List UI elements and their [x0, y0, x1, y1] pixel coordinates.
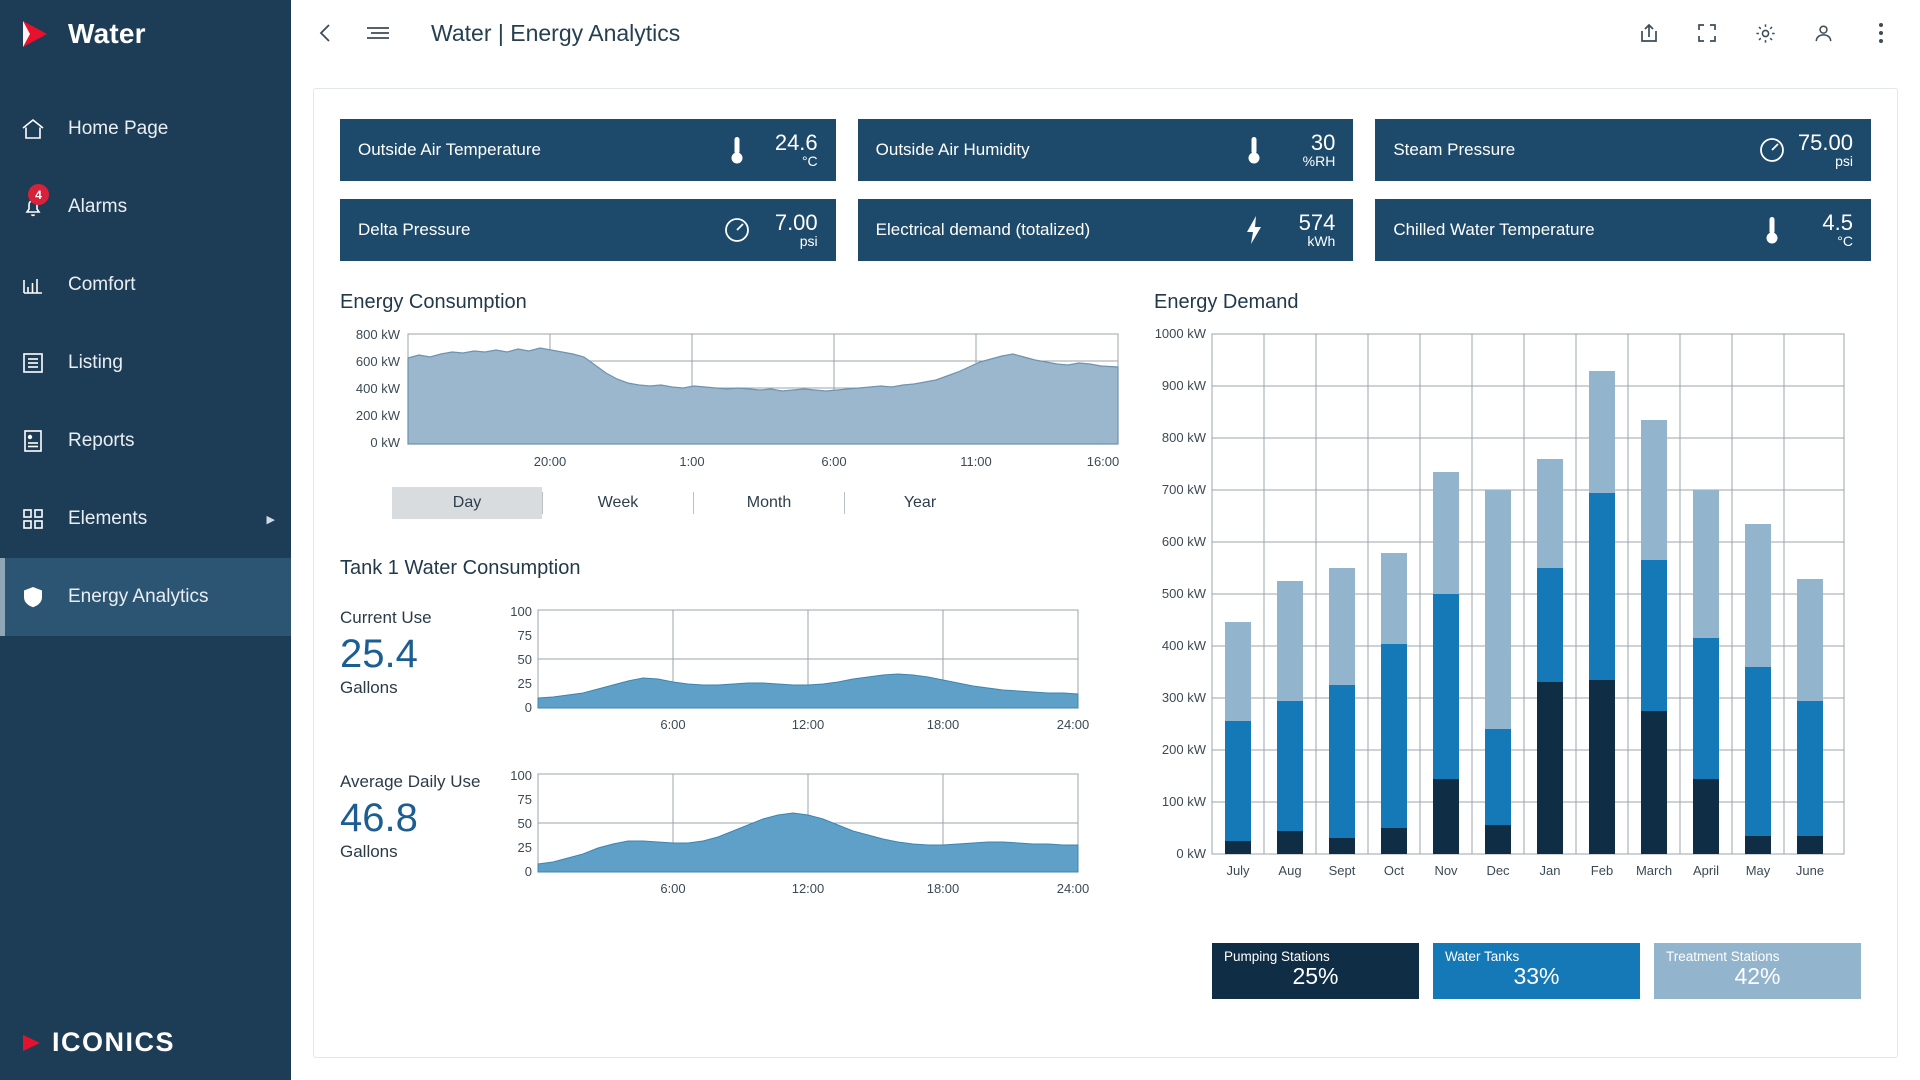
kpi-unit: psi	[1835, 153, 1853, 170]
x-tick-label: Feb	[1590, 863, 1614, 878]
share-icon[interactable]	[1632, 16, 1666, 50]
sidebar-nav	[0, 90, 291, 636]
sidebar-item-label: Comfort	[68, 274, 136, 295]
kpi-unit: psi	[799, 233, 818, 250]
metric-unit: Gallons	[340, 842, 398, 861]
kpi-value: 75.00	[1797, 130, 1853, 156]
svg-text:18:00: 18:00	[926, 717, 960, 732]
tank-average-use-meta	[340, 766, 484, 862]
bar-group-dec	[1485, 490, 1511, 854]
grid-icon	[18, 504, 48, 534]
svg-text:700 kW: 700 kW	[1161, 482, 1206, 497]
tank-average-use-row	[340, 766, 1130, 906]
chevron-right-icon: ▶	[266, 513, 275, 526]
svg-text:6:00: 6:00	[660, 717, 686, 732]
kpi-unit: kWh	[1307, 233, 1336, 250]
kpi-label: Delta Pressure	[358, 220, 471, 239]
x-tick-label: Sept	[1328, 863, 1356, 878]
svg-text:50: 50	[517, 652, 532, 667]
tank-average-use-chart	[490, 766, 1130, 906]
thermometer-icon	[720, 133, 754, 167]
svg-text:600 kW: 600 kW	[1161, 534, 1206, 549]
metric-value: 46.8	[340, 796, 418, 840]
gauge-icon	[1755, 135, 1789, 165]
bar-group-march	[1641, 420, 1667, 854]
alarms-badge: 4	[28, 184, 49, 205]
play-triangle-icon	[14, 14, 54, 54]
kpi-label: Steam Pressure	[1393, 140, 1516, 159]
svg-text:500 kW: 500 kW	[1161, 586, 1206, 601]
svg-text:25: 25	[517, 840, 532, 855]
sidebar-item-label: Reports	[68, 430, 135, 451]
legend-value: 25%	[1292, 963, 1339, 989]
x-tick-label: Nov	[1434, 863, 1458, 878]
range-tab-week[interactable]: Week	[597, 494, 639, 511]
svg-text:25: 25	[517, 676, 532, 691]
bar-group-sept	[1329, 568, 1355, 854]
y-tick-label: 400 kW	[355, 381, 400, 396]
kpi-label: Electrical demand (totalized)	[875, 220, 1091, 239]
y-tick-label: 200 kW	[355, 408, 400, 423]
topbar	[291, 0, 1920, 66]
sidebar-item-label: Home Page	[68, 118, 169, 139]
bar-group-july	[1225, 622, 1251, 854]
sidebar-footer	[20, 1027, 175, 1058]
svg-text:50: 50	[517, 816, 532, 831]
energy-consumption-chart	[340, 326, 1130, 481]
section-title-tank-consumption: Tank 1 Water Consumption	[340, 557, 581, 579]
report-icon	[18, 426, 48, 456]
demand-legend	[1212, 943, 1861, 999]
range-tabs	[392, 487, 1130, 519]
svg-text:800 kW: 800 kW	[1161, 430, 1206, 445]
svg-text:12:00: 12:00	[791, 717, 825, 732]
svg-text:1000 kW: 1000 kW	[1154, 326, 1206, 341]
content-frame	[313, 88, 1898, 1058]
x-tick-label: April	[1692, 863, 1720, 878]
range-tab-month[interactable]: Month	[746, 494, 792, 511]
x-tick-label: 16:00	[1086, 454, 1120, 469]
x-tick-label: Jan	[1539, 863, 1561, 878]
bolt-icon	[1237, 214, 1271, 246]
svg-text:6:00: 6:00	[660, 881, 686, 896]
x-tick-label: Oct	[1383, 863, 1405, 878]
svg-text:18:00: 18:00	[926, 881, 960, 896]
svg-text:0: 0	[524, 700, 532, 715]
play-triangle-icon	[20, 1032, 42, 1054]
x-tick-label: 11:00	[960, 454, 992, 469]
x-tick-label: June	[1795, 863, 1825, 878]
bar-group-aug	[1277, 581, 1303, 854]
chevron-left-icon[interactable]	[309, 16, 343, 50]
tank-current-use-row	[340, 602, 1130, 742]
sidebar-item-home-page[interactable]	[0, 90, 291, 168]
sidebar-item-label: Alarms	[68, 196, 128, 217]
sidebar	[0, 0, 291, 1080]
svg-text:100: 100	[510, 768, 532, 783]
sidebar-item-elements[interactable]	[0, 480, 291, 558]
panel-right	[1154, 291, 1871, 999]
svg-text:400 kW: 400 kW	[1161, 638, 1206, 653]
bar-group-may	[1745, 524, 1771, 854]
topbar-actions	[1632, 16, 1898, 50]
kpi-value: 24.6	[774, 130, 818, 156]
x-tick-label: Aug	[1278, 863, 1302, 878]
kpi-label: Chilled Water Temperature	[1393, 220, 1595, 239]
svg-text:200 kW: 200 kW	[1161, 742, 1206, 757]
x-tick-label: 1:00	[679, 454, 705, 469]
home-icon	[18, 114, 48, 144]
svg-text:24:00: 24:00	[1056, 717, 1090, 732]
energy-demand-chart	[1154, 324, 1871, 929]
bar-group-feb	[1589, 371, 1615, 854]
legend-value: 33%	[1513, 963, 1560, 989]
range-tab-day[interactable]: Day	[392, 487, 542, 519]
main-area	[291, 0, 1920, 1080]
svg-text:300 kW: 300 kW	[1161, 690, 1206, 705]
tank-current-use-chart	[490, 602, 1130, 742]
section-title-energy-consumption: Energy Consumption	[340, 291, 527, 313]
gear-icon[interactable]	[1748, 16, 1782, 50]
panels	[314, 291, 1897, 999]
x-tick-label: Dec	[1486, 863, 1510, 878]
kpi-unit: °C	[801, 153, 818, 170]
kpi-label: Outside Air Temperature	[358, 140, 541, 159]
kpi-value: 4.5	[1822, 210, 1853, 236]
kpi-grid	[314, 89, 1897, 261]
svg-text:900 kW: 900 kW	[1161, 378, 1206, 393]
kpi-value: 574	[1298, 210, 1336, 236]
bar-chart-icon	[18, 270, 48, 300]
legend-label: Pumping Stations	[1224, 949, 1330, 964]
more-vertical-icon[interactable]	[1864, 16, 1898, 50]
svg-text:12:00: 12:00	[791, 881, 825, 896]
kpi-tile[interactable]	[340, 199, 836, 261]
kpi-unit: °C	[1837, 233, 1853, 250]
shield-icon	[18, 582, 48, 612]
x-tick-label: May	[1745, 863, 1771, 878]
kpi-tile[interactable]	[340, 119, 836, 181]
y-tick-label: 600 kW	[355, 354, 400, 369]
svg-text:75: 75	[517, 792, 532, 807]
footer-logo-text: ICONICS	[52, 1027, 176, 1057]
metric-value: 25.4	[340, 632, 418, 676]
bar-group-april	[1693, 490, 1719, 854]
legend-card-water-tanks[interactable]	[1433, 943, 1640, 999]
bar-group-jan	[1537, 459, 1563, 854]
x-tick-label: July	[1226, 863, 1250, 878]
kpi-value: 7.00	[774, 210, 818, 236]
kpi-tile[interactable]	[858, 199, 1354, 261]
sidebar-item-label: Energy Analytics	[68, 586, 209, 607]
metric-title: Average Daily Use	[340, 772, 481, 791]
sidebar-item-energy-analytics[interactable]	[0, 558, 291, 636]
kpi-unit: %RH	[1302, 153, 1336, 170]
metric-title: Current Use	[340, 608, 432, 627]
bar-group-june	[1797, 579, 1823, 854]
svg-text:100 kW: 100 kW	[1161, 794, 1206, 809]
brand-title: Water	[68, 18, 146, 49]
gauge-icon	[720, 215, 754, 245]
bar-group-oct	[1381, 553, 1407, 854]
svg-text:0: 0	[524, 864, 532, 879]
panel-left	[340, 291, 1130, 999]
legend-card-treatment-stations[interactable]	[1654, 943, 1861, 999]
x-tick-label: 20:00	[533, 454, 567, 469]
kpi-label: Outside Air Humidity	[875, 140, 1030, 159]
x-tick-label: March	[1635, 863, 1673, 878]
metric-unit: Gallons	[340, 678, 398, 697]
kpi-tile[interactable]	[1375, 119, 1871, 181]
brand	[0, 0, 291, 68]
kpi-tile[interactable]	[858, 119, 1354, 181]
y-tick-label: 800 kW	[355, 327, 400, 342]
legend-card-pumping-stations[interactable]	[1212, 943, 1419, 999]
range-tab-year[interactable]: Year	[903, 494, 937, 511]
thermometer-icon	[1755, 213, 1789, 247]
user-icon[interactable]	[1806, 16, 1840, 50]
sidebar-item-alarms[interactable]	[0, 168, 291, 246]
svg-text:24:00: 24:00	[1056, 881, 1090, 896]
legend-label: Treatment Stations	[1666, 949, 1780, 964]
svg-text:0 kW: 0 kW	[1176, 846, 1206, 861]
kpi-value: 30	[1310, 130, 1336, 156]
page-title: Water | Energy Analytics	[431, 19, 681, 46]
sidebar-item-listing[interactable]	[0, 324, 291, 402]
sidebar-item-reports[interactable]	[0, 402, 291, 480]
sidebar-item-comfort[interactable]	[0, 246, 291, 324]
fullscreen-icon[interactable]	[1690, 16, 1724, 50]
bar-group-nov	[1433, 472, 1459, 854]
y-tick-label: 0 kW	[370, 435, 400, 450]
hamburger-icon[interactable]	[361, 16, 395, 50]
thermometer-icon	[1237, 133, 1271, 167]
legend-label: Water Tanks	[1445, 949, 1520, 964]
list-icon	[18, 348, 48, 378]
sidebar-item-label: Elements	[68, 508, 148, 529]
x-tick-label: 6:00	[821, 454, 847, 469]
svg-text:75: 75	[517, 628, 532, 643]
kpi-tile[interactable]	[1375, 199, 1871, 261]
legend-value: 42%	[1734, 963, 1781, 989]
section-title-energy-demand: Energy Demand	[1154, 291, 1299, 313]
svg-text:100: 100	[510, 604, 532, 619]
tank-current-use-meta	[340, 602, 484, 698]
sidebar-item-label: Listing	[68, 352, 123, 373]
